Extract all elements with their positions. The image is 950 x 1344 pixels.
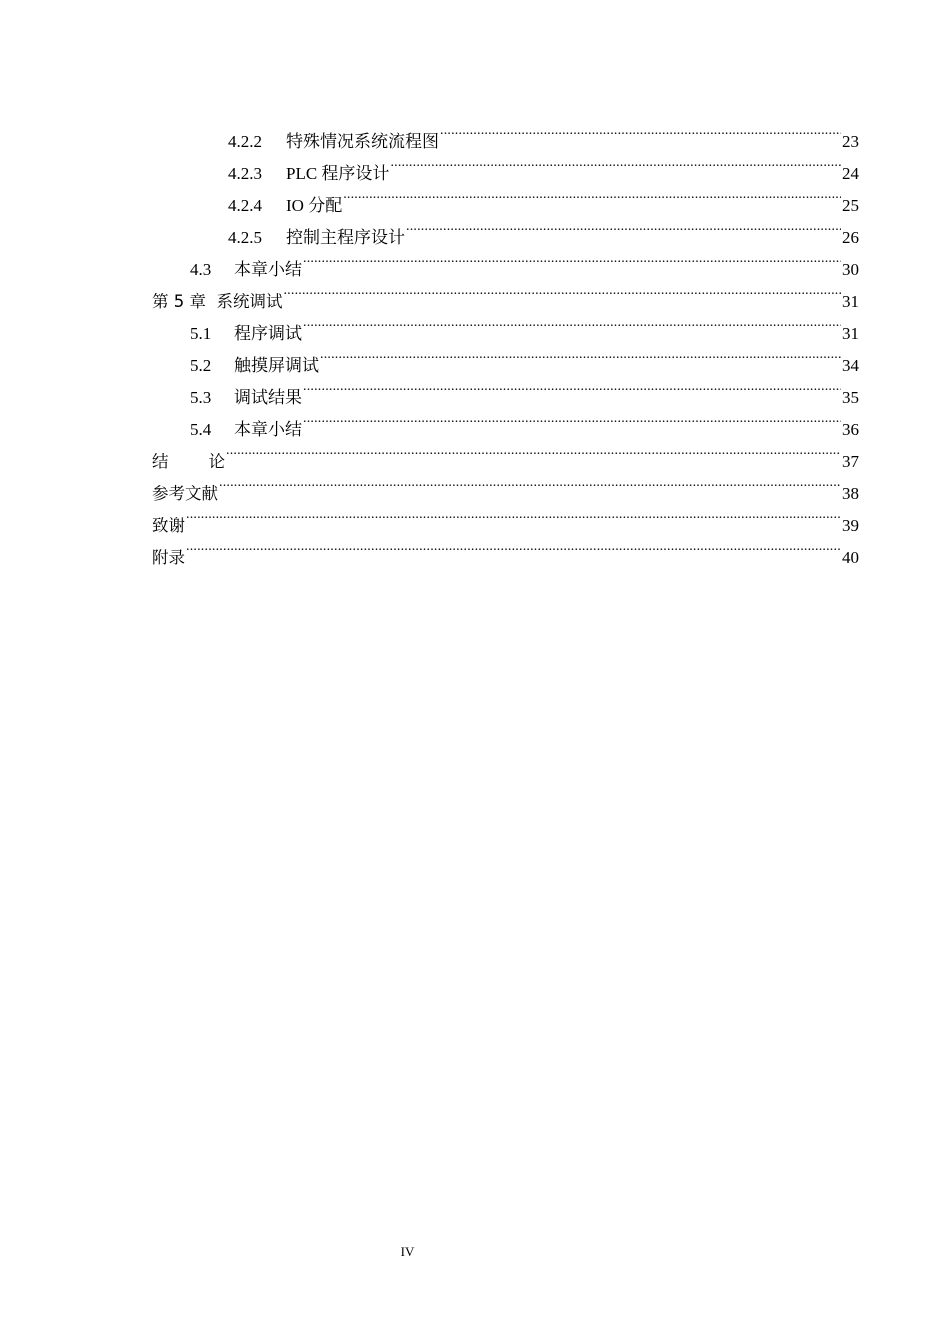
toc-entry-acknowledgements[interactable] bbox=[152, 499, 859, 535]
toc-entry-page: 23 bbox=[842, 132, 859, 151]
toc-leader-dots bbox=[303, 243, 841, 275]
toc-entry-number: 5.2 bbox=[190, 356, 212, 375]
toc-entry-title: 特殊情况系统流程图 bbox=[286, 132, 439, 151]
toc-leader-dots bbox=[343, 179, 841, 211]
toc-leader-dots bbox=[440, 115, 841, 147]
toc-entry-references[interactable] bbox=[152, 467, 859, 503]
toc-entry-number: 4.2.2 bbox=[228, 132, 262, 151]
toc-entry-title: 第 5 章 系统调试 bbox=[152, 292, 283, 311]
toc-entry-title-part: 论 bbox=[208, 452, 225, 471]
toc-leader-dots bbox=[186, 531, 841, 563]
toc-leader-dots bbox=[303, 403, 841, 435]
toc-leader-dots bbox=[283, 275, 841, 307]
toc-entry-title: 控制主程序设计 bbox=[286, 228, 405, 247]
toc-entry-page: 26 bbox=[842, 228, 859, 247]
toc-entry-page: 40 bbox=[842, 548, 859, 567]
toc-leader-dots bbox=[406, 211, 841, 243]
toc-entry-page: 25 bbox=[842, 196, 859, 215]
toc-entry-page: 30 bbox=[842, 260, 859, 279]
toc-leader-dots bbox=[219, 467, 841, 499]
toc-entry-number: 4.2.4 bbox=[228, 196, 262, 215]
toc-entry-title-part: 结 bbox=[152, 452, 169, 471]
toc-entry-conclusion[interactable] bbox=[152, 435, 859, 471]
toc-entry-title: PLC 程序设计 bbox=[286, 164, 390, 183]
toc-entry-title: 本章小结 bbox=[234, 420, 302, 439]
toc-entry-page: 35 bbox=[842, 388, 859, 407]
toc-entry-page: 37 bbox=[842, 452, 859, 471]
toc-entry-page: 24 bbox=[842, 164, 859, 183]
toc-entry-title: IO 分配 bbox=[286, 196, 343, 215]
toc-entry-title: 致谢 bbox=[152, 516, 185, 535]
toc-entry-number: 4.3 bbox=[190, 260, 212, 279]
table-of-contents bbox=[152, 115, 859, 567]
toc-entry-title bbox=[152, 446, 225, 478]
toc-entry-4-2-2[interactable] bbox=[152, 115, 859, 151]
toc-entry-number: 5.4 bbox=[190, 420, 212, 439]
toc-entry-number: 4.2.3 bbox=[228, 164, 262, 183]
toc-entry-title: 附录 bbox=[152, 548, 185, 567]
toc-leader-dots bbox=[186, 499, 841, 531]
toc-leader-dots bbox=[303, 307, 841, 339]
toc-leader-dots bbox=[303, 371, 841, 403]
toc-leader-dots bbox=[320, 339, 841, 371]
toc-entry-title: 程序调试 bbox=[234, 324, 302, 343]
toc-entry-appendix[interactable] bbox=[152, 531, 859, 567]
toc-entry-number: 5.3 bbox=[190, 388, 212, 407]
toc-leader-dots bbox=[226, 435, 841, 467]
toc-entry-number: 4.2.5 bbox=[228, 228, 262, 247]
toc-entry-page: 31 bbox=[842, 292, 859, 311]
toc-entry-page: 39 bbox=[842, 516, 859, 535]
toc-entry-title: 触摸屏调试 bbox=[234, 356, 319, 375]
toc-entry-page: 38 bbox=[842, 484, 859, 503]
toc-entry-number: 5.1 bbox=[190, 324, 212, 343]
toc-entry-title: 参考文献 bbox=[152, 484, 218, 503]
toc-leader-dots bbox=[390, 147, 841, 179]
toc-entry-page: 34 bbox=[842, 356, 859, 375]
page-number: IV bbox=[400, 1244, 415, 1259]
toc-entry-page: 36 bbox=[842, 420, 859, 439]
toc-entry-title: 调试结果 bbox=[234, 388, 302, 407]
toc-entry-title: 本章小结 bbox=[234, 260, 302, 279]
toc-entry-page: 31 bbox=[842, 324, 859, 343]
